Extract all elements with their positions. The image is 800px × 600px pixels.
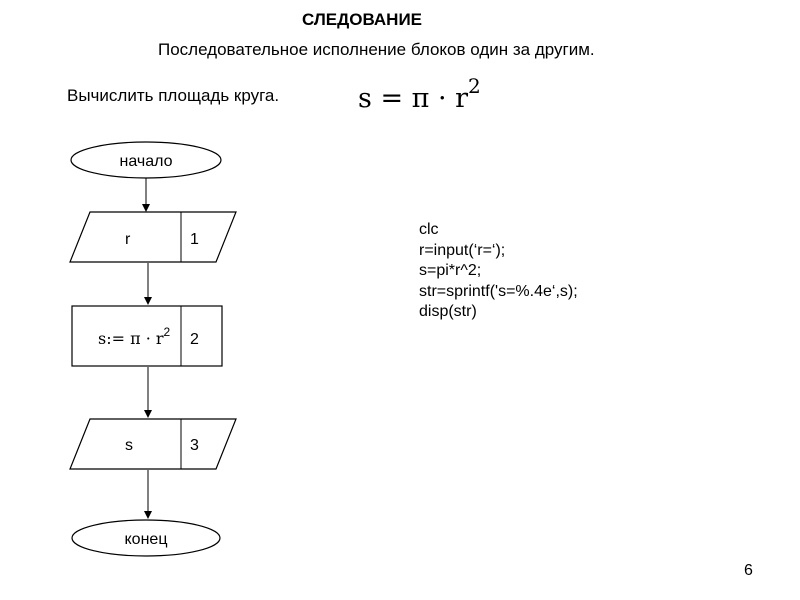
code-line: r=input(‘r=‘);	[419, 241, 506, 259]
input-block-r	[70, 212, 236, 262]
task-text: Вычислить площадь круга.	[67, 86, 280, 105]
code-listing	[419, 220, 578, 323]
formula-exponent: 2	[468, 74, 481, 98]
block1-text: r	[125, 231, 131, 248]
formula-base: s = π · r	[358, 83, 469, 114]
page-number: 6	[744, 562, 753, 579]
start-label: начало	[119, 153, 173, 170]
code-line: disp(str)	[419, 303, 477, 320]
block1-number: 1	[190, 231, 199, 248]
block3-text: s	[125, 437, 133, 454]
block3-number: 3	[190, 437, 199, 454]
slide-subtitle: Последовательное исполнение блоков один за другим.	[158, 40, 595, 59]
block2-number: 2	[190, 331, 199, 348]
code-line: s=pi*r^2;	[419, 262, 482, 279]
code-line: clc	[419, 221, 439, 238]
output-block-s	[70, 419, 236, 469]
code-line: str=sprintf('s=%.4e‘,s);	[419, 282, 578, 300]
end-label: конец	[124, 531, 168, 548]
slide-title: СЛЕДОВАНИЕ	[302, 10, 422, 29]
block2-text: s:= $\pi \cdot r^2$	[98, 325, 171, 348]
